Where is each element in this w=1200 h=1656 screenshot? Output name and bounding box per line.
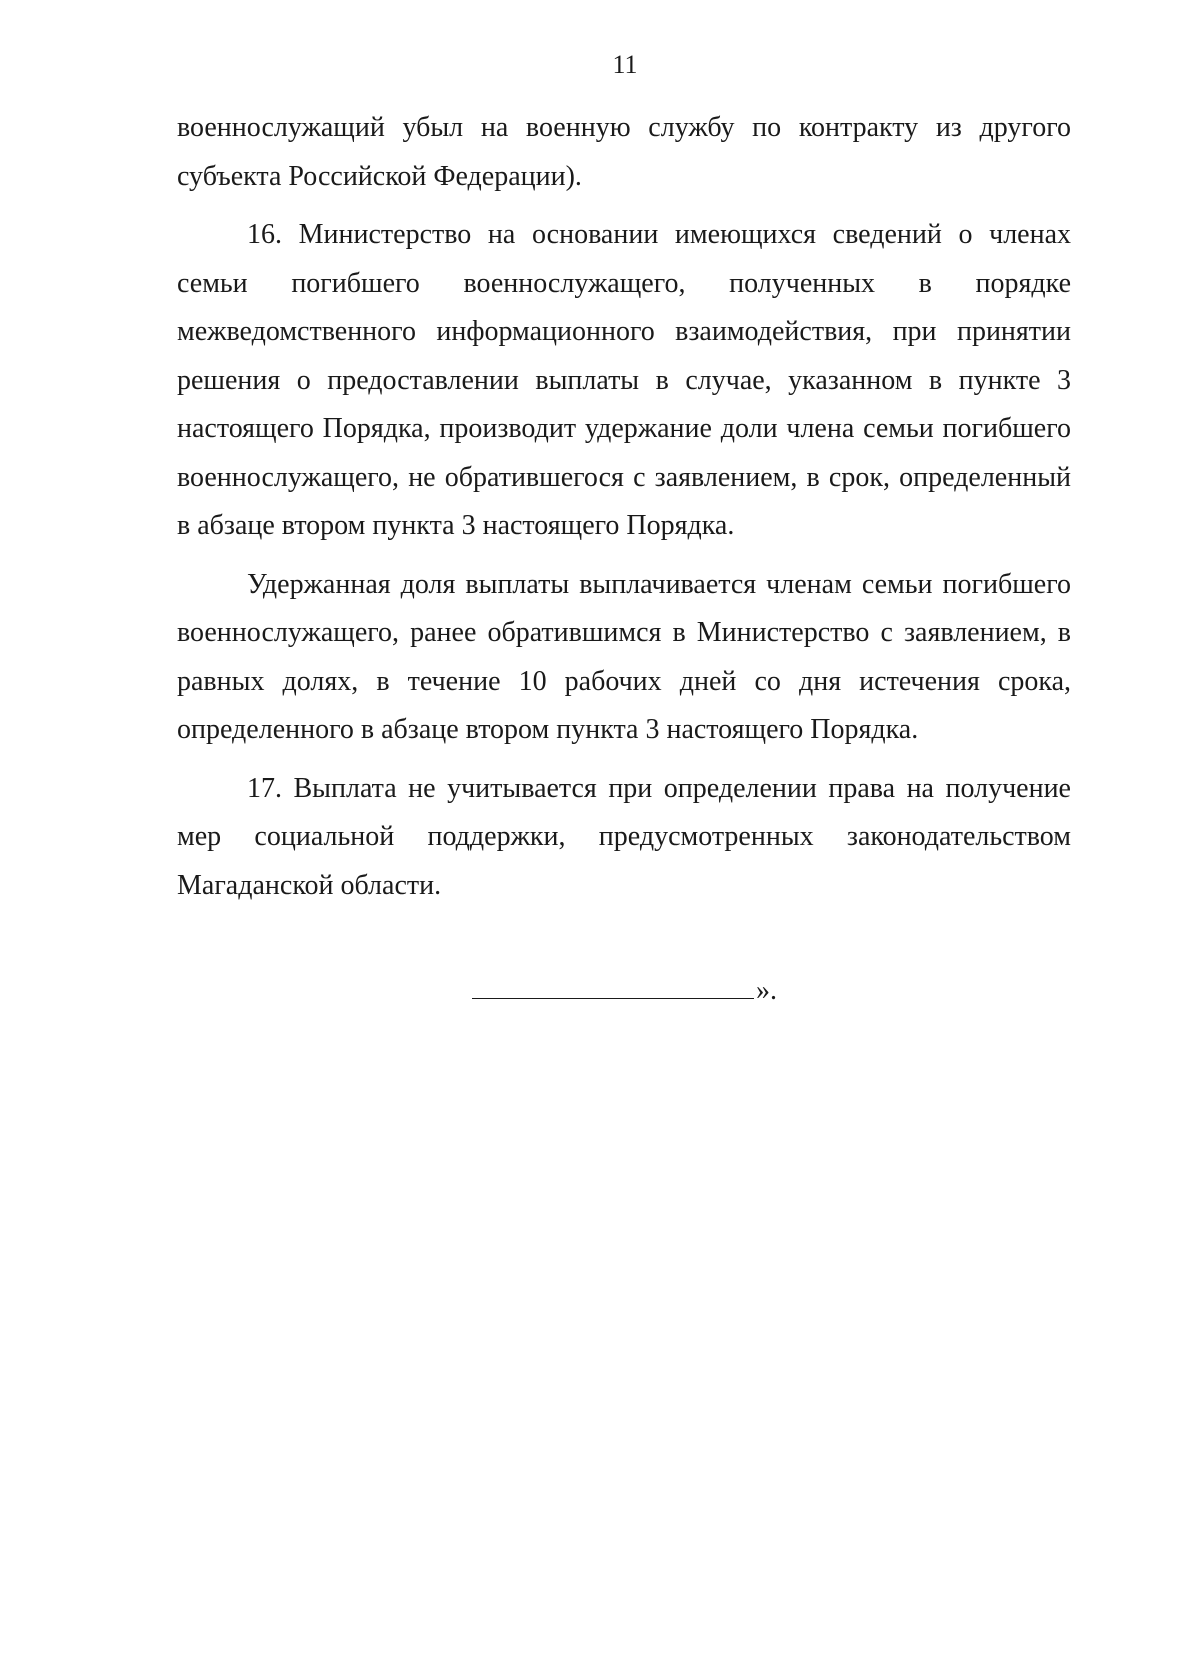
closing-line xyxy=(472,975,777,1007)
closing-quote-mark: ». xyxy=(756,975,777,1006)
paragraph-withheld-share: Удержанная доля выплаты выплачивается членам семьи погибшего военнослужащего, ранее обратившимся в Министерство с заявлением, в равных долях, в течение 10 рабочих дней со дня истечения срока, определенного в абзаце втором пункта 3 настоящего Порядка. xyxy=(177,568,1071,745)
page-number: 11 xyxy=(612,50,638,79)
closing-rule xyxy=(472,994,754,999)
paragraph-item-17: 17. Выплата не учитывается при определении права на получение мер социальной поддержки, предусмотренных законодательством Магаданской области. xyxy=(177,772,1071,901)
document-body xyxy=(177,104,1071,920)
paragraph-item-16: 16. Министерство на основании имеющихся сведений о членах семьи погибшего военнослужащего, полученных в порядке межведомственного информационного взаимодействия, при принятии решения о предоставлении выплаты в случае, указанном в пункте 3 настоящего Порядка, производит удержание доли члена семьи погибшего военнослужащего, не обратившегося с заявлением, в срок, определенный в абзаце втором пункта 3 настоящего Порядка. xyxy=(177,219,1071,541)
paragraph-continuation: военнослужащий убыл на военную службу по контракту из другого субъекта Российской Федерации). xyxy=(177,112,1071,192)
